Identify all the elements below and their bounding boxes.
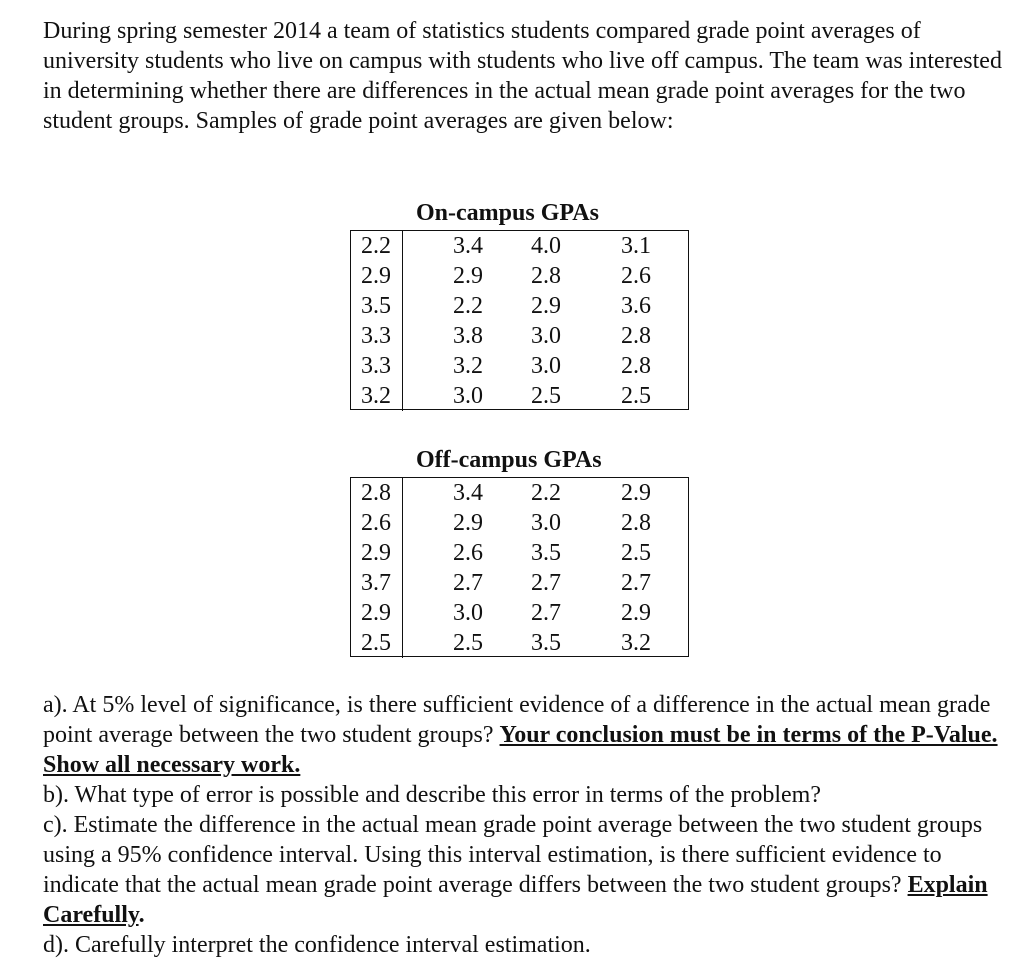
table-row [351,598,688,628]
question-c [43,810,1013,930]
table-row [351,291,688,321]
table-cell: 2.6 [351,508,403,538]
table-cell: 2.9 [351,598,403,628]
table-row [351,478,688,508]
table-cell: 3.5 [531,540,561,566]
table-cell: 3.0 [453,600,483,626]
table-cell: 3.5 [531,630,561,656]
table-cell: 2.9 [453,510,483,536]
table-cell: 2.6 [453,540,483,566]
table-cell: 2.8 [621,323,651,349]
table-cell: 3.3 [351,321,403,351]
question-c-text: c). Estimate the difference in the actual mean grade point average between the two student groups using a 95% confidence interval. Using this interval estimation, is there sufficient evidence to indicate that the actual mean grade point average differs between the two student groups? [43,812,983,898]
table-row [351,261,688,291]
off-campus-title: Off-campus GPAs [416,447,602,473]
questions-block [43,690,1013,960]
table-cell: 2.2 [351,231,403,261]
table-row [351,568,688,598]
table-cell: 4.0 [531,233,561,259]
on-campus-title: On-campus GPAs [416,200,599,226]
table-cell: 3.2 [621,630,651,656]
table-cell: 2.8 [531,263,561,289]
table-cell: 3.5 [351,291,403,321]
table-cell: 2.7 [531,570,561,596]
table-cell: 2.9 [531,293,561,319]
intro-paragraph: During spring semester 2014 a team of statistics students compared grade point averages of university students who live on campus with students who live off campus. The team was interested in determining whether there are differences in the actual mean grade point averages for the two student groups. Samples of grade point averages are given below: [43,18,1002,134]
table-cell: 2.9 [351,538,403,568]
table-cell: 2.9 [621,600,651,626]
table-cell: 2.9 [621,480,651,506]
table-cell: 3.6 [621,293,651,319]
table-cell: 2.8 [351,478,403,508]
table-cell: 3.0 [531,510,561,536]
table-cell: 3.4 [453,233,483,259]
table-row [351,351,688,381]
table-cell: 2.5 [531,383,561,409]
question-b: b). What type of error is possible and describe this error in terms of the problem? [43,782,821,808]
question-a-text: a). At 5% level of significance, is there sufficient evidence of a difference in the actual mean grade point average between the two student groups? [43,692,991,748]
question-c-emphasis: Explain Carefully [43,872,988,928]
table-row [351,628,688,658]
table-cell: 3.7 [351,568,403,598]
table-cell: 3.8 [453,323,483,349]
table-cell: 2.7 [621,570,651,596]
table-cell: 2.5 [621,383,651,409]
table-row [351,231,688,261]
table-row [351,381,688,411]
table-cell: 3.0 [531,353,561,379]
table-cell: 3.0 [531,323,561,349]
table-cell: 3.4 [453,480,483,506]
table-row [351,508,688,538]
off-campus-table [350,477,689,657]
question-c-end: . [138,902,145,928]
table-cell: 2.7 [531,600,561,626]
table-cell: 2.9 [351,261,403,291]
table-cell: 2.9 [453,263,483,289]
table-row [351,321,688,351]
table-cell: 2.5 [351,628,403,658]
table-cell: 2.6 [621,263,651,289]
on-campus-table [350,230,689,410]
table-cell: 2.8 [621,510,651,536]
table-row [351,538,688,568]
table-cell: 3.3 [351,351,403,381]
table-cell: 2.5 [621,540,651,566]
table-cell: 2.7 [453,570,483,596]
table-cell: 2.2 [531,480,561,506]
question-a [43,690,1013,780]
table-cell: 3.1 [621,233,651,259]
question-a-emphasis: Your conclusion must be in terms of the P-Value. Show all necessary work. [43,722,998,778]
question-d: d). Carefully interpret the confidence interval estimation. [43,932,591,958]
table-cell: 2.8 [621,353,651,379]
table-cell: 3.2 [453,353,483,379]
table-cell: 3.2 [351,381,403,411]
table-cell: 2.2 [453,293,483,319]
table-cell: 2.5 [453,630,483,656]
table-cell: 3.0 [453,383,483,409]
